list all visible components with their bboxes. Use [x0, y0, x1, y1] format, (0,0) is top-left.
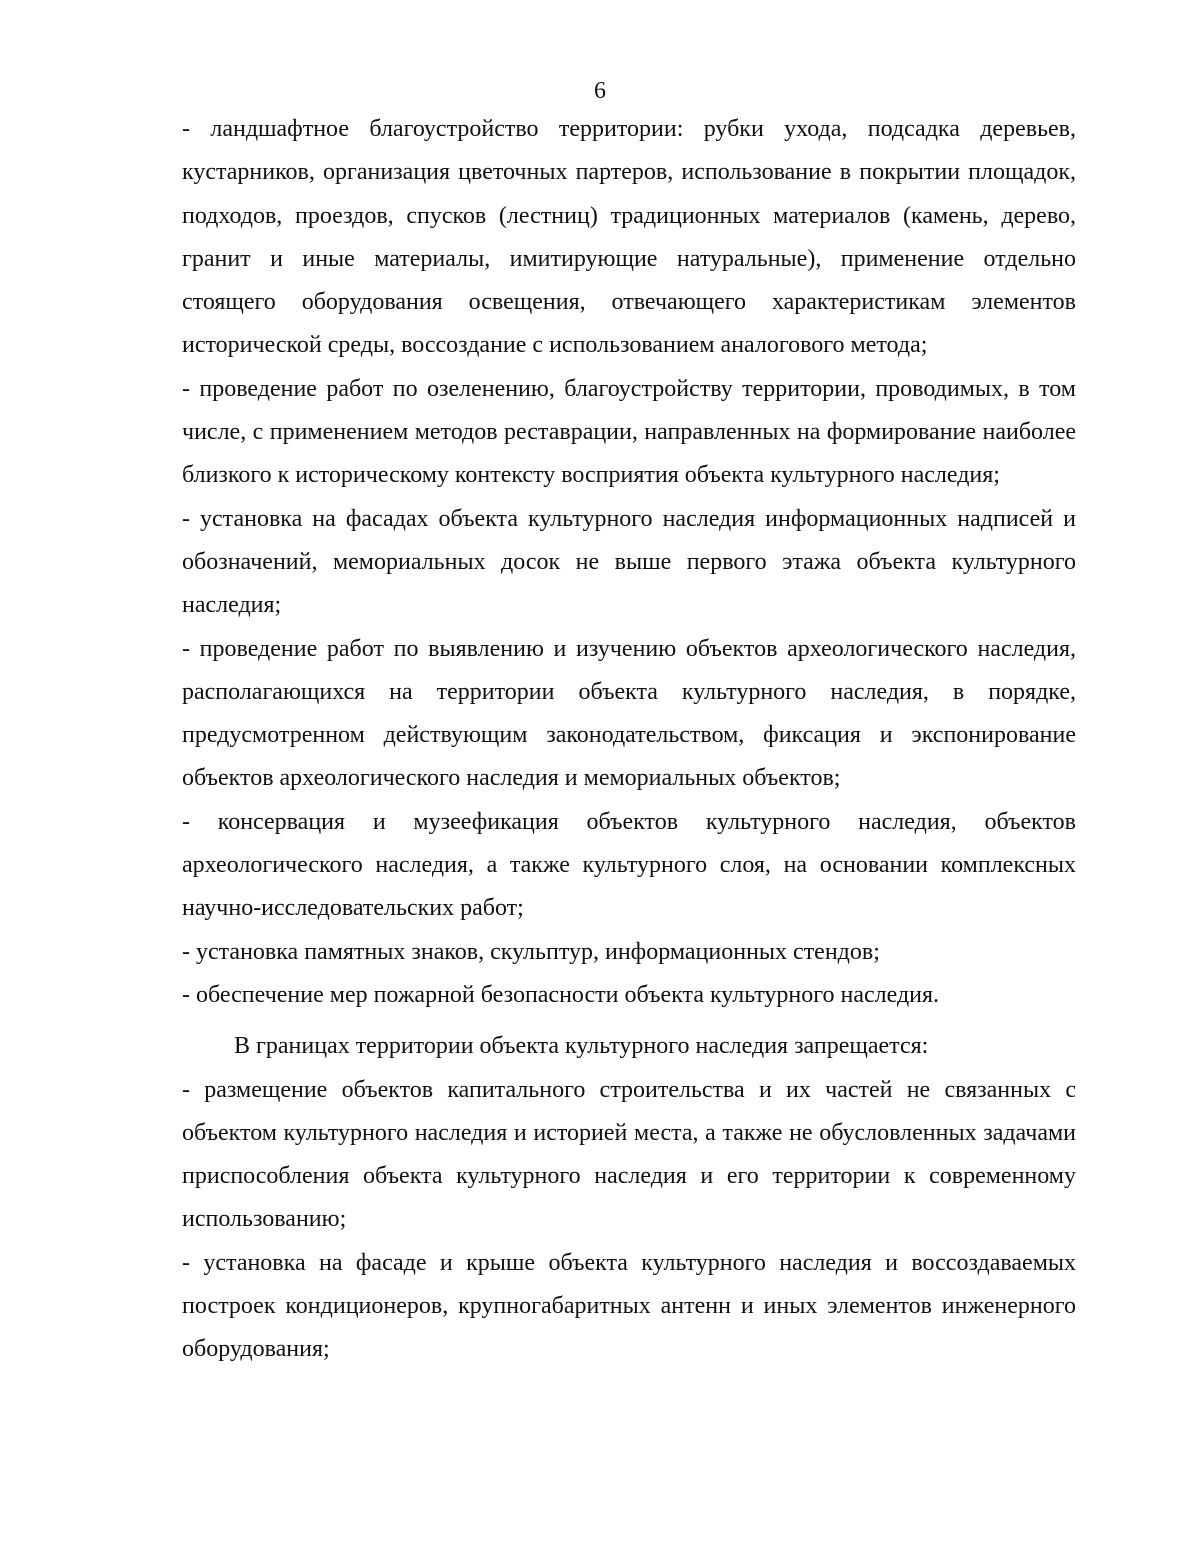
- paragraph-memorial-signs: - установка памятных знаков, скульптур, информационных стендов;: [182, 938, 880, 965]
- paragraph-equipment-ban: - установка на фасаде и крыше объекта культурного наследия и воссоздаваемых построек кондиционеров, крупногабаритных антенн и иных элементов инженерного оборудования;: [182, 1249, 1076, 1363]
- paragraph-prohibited-heading: В границах территории объекта культурного наследия запрещается:: [234, 1033, 929, 1060]
- paragraph-landscaping: - ландшафтное благоустройство территории: рубки ухода, подсадка деревьев, кустарников, организация цветочных партеров, использование в покрытии площадок, подходов, проездов, спусков (лестниц) традиционных материалов (камень, дерево, гранит и иные материалы, имитирующие натуральные), применение отдельно стоящего оборудования освещения, отвечающего характеристикам элементов исторической среды, воссоздание с использованием аналогового метода;: [182, 116, 1076, 359]
- paragraph-construction-ban: - размещение объектов капитального строительства и их частей не связанных с объектом культурного наследия и историей места, а также не обусловленных задачами приспособления объекта культурного наследия и его территории к современному использованию;: [182, 1076, 1076, 1233]
- page-number: 6: [594, 78, 606, 104]
- paragraph-fire-safety: - обеспечение мер пожарной безопасности объекта культурного наследия.: [182, 981, 940, 1008]
- paragraph-archaeology-research: - проведение работ по выявлению и изучению объектов археологического наследия, располагающихся на территории объекта культурного наследия, в порядке, предусмотренном действующим законодательством, фиксация и экспонирование объектов археологического наследия и мемориальных объектов;: [182, 635, 1076, 792]
- paragraph-conservation: - консервация и музеефикация объектов культурного наследия, объектов археологического наследия, а также культурного слоя, на основании комплексных научно-исследовательских работ;: [182, 808, 1076, 922]
- paragraph-greening: - проведение работ по озеленению, благоустройству территории, проводимых, в том числе, с применением методов реставрации, направленных на формирование наиболее близкого к историческому контексту восприятия объекта культурного наследия;: [182, 375, 1076, 489]
- document-body: [182, 108, 1076, 1372]
- paragraph-facade-signs: - установка на фасадах объекта культурного наследия информационных надписей и обозначений, мемориальных досок не выше первого этажа объекта культурного наследия;: [182, 505, 1076, 619]
